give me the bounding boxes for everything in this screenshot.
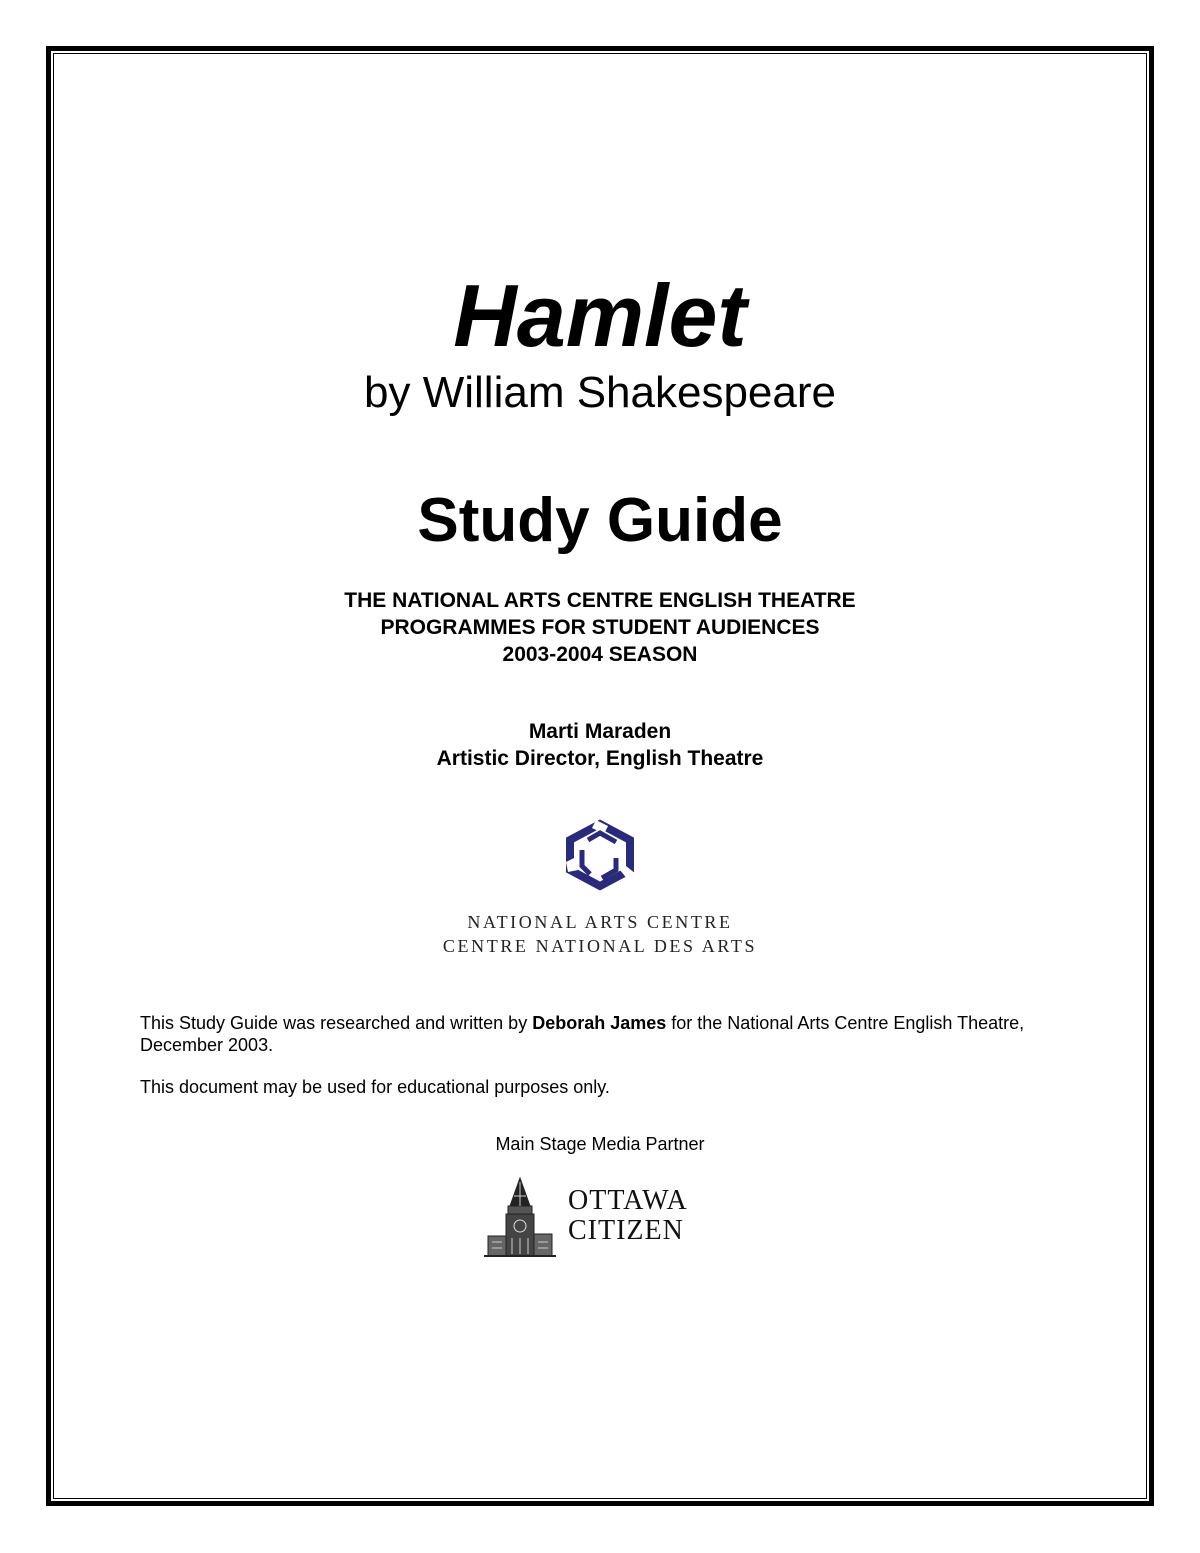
peace-tower-icon <box>484 1176 556 1258</box>
credit-text-after: for the National Arts Centre English Theatre, December 2003. <box>140 1013 1025 1055</box>
nac-wordmark-english: NATIONAL ARTS CENTRE <box>467 912 733 932</box>
study-guide-heading: Study Guide <box>417 486 783 555</box>
director-name: Marti Maraden <box>528 720 672 743</box>
credit-author: Deborah James <box>532 1013 667 1033</box>
document-title: Hamlet <box>453 266 747 365</box>
director-block <box>0 718 1200 772</box>
programme-line: THE NATIONAL ARTS CENTRE ENGLISH THEATRE <box>344 589 856 612</box>
citizen-wordmark-line1: OTTAWA <box>568 1185 688 1216</box>
director-role: Artistic Director, English Theatre <box>436 747 764 770</box>
ottawa-citizen-wordmark <box>568 1186 688 1246</box>
citizen-wordmark-line2: CITIZEN <box>568 1215 684 1246</box>
programme-block <box>0 587 1200 668</box>
nac-wordmark <box>0 910 1200 958</box>
nac-hexagon-logo-icon <box>560 818 640 892</box>
usage-note: This document may be used for educational purposes only. <box>140 1077 610 1097</box>
media-partner-label: Main Stage Media Partner <box>495 1134 705 1154</box>
nac-wordmark-french: CENTRE NATIONAL DES ARTS <box>442 936 758 956</box>
programme-line: 2003-2004 SEASON <box>502 643 698 666</box>
credit-paragraph <box>140 1012 1060 1056</box>
credit-text-before: This Study Guide was researched and written by <box>140 1013 533 1033</box>
author-byline: by William Shakespeare <box>364 368 836 417</box>
programme-line: PROGRAMMES FOR STUDENT AUDIENCES <box>380 616 820 639</box>
